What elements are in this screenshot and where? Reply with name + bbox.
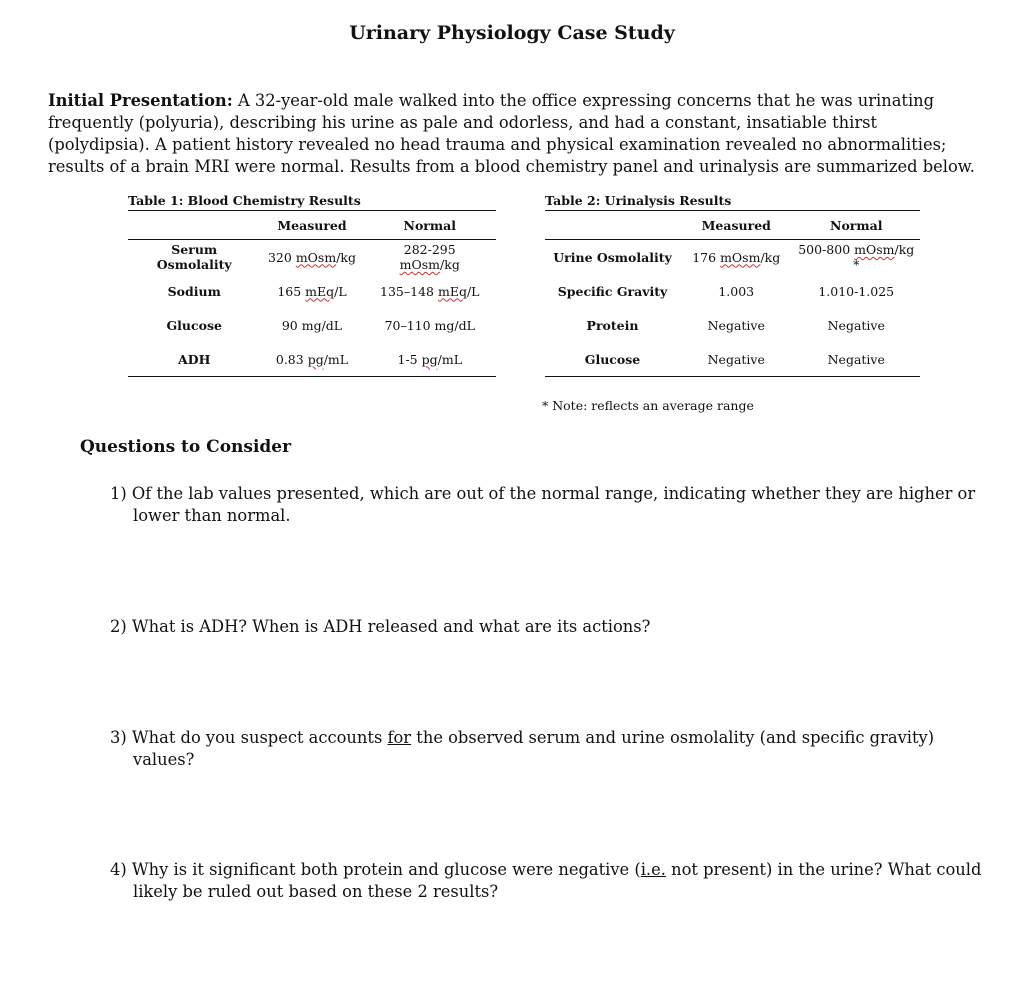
table-row: [128, 274, 496, 308]
normal-value: 1-5 pg/mL: [397, 351, 462, 367]
initial-presentation: [48, 90, 983, 178]
row-label: Serum Osmolality: [156, 242, 232, 272]
intro-text: A 32-year-old male walked into the office expressing concerns that he was urinating frequently (polyuria), describing his urine as pale and odorless, and had a constant, insatiable thirst (polydipsia). A patient history revealed no head trauma and physical examination revealed no abnormalities; results of a brain MRI were normal. Results from a blood chemistry panel and urinalysis are summarized below.: [48, 91, 975, 176]
table-row: [128, 308, 496, 342]
table1-header-blank: [128, 211, 260, 240]
normal-value: Negative: [827, 317, 885, 333]
table2-note: * Note: reflects an average range: [542, 398, 754, 413]
table-row: [545, 342, 920, 377]
table2-header-blank: [545, 211, 680, 240]
table2-header-row: [545, 211, 920, 240]
normal-value: Negative: [827, 351, 885, 367]
row-label: Glucose: [584, 351, 641, 367]
row-label: ADH: [178, 351, 211, 367]
table1-caption: Table 1: Blood Chemistry Results: [128, 193, 361, 208]
row-label: Urine Osmolality: [553, 249, 672, 265]
question-3: 3) What do you suspect accounts for the observed serum and urine osmolality (and specific gravity) values?: [110, 728, 935, 769]
blood-chemistry-table: [128, 193, 496, 377]
urinalysis-table: [545, 193, 920, 377]
row-label: Glucose: [166, 317, 222, 333]
row-label: Specific Gravity: [557, 283, 668, 299]
normal-value: 135–148 mEq/L: [380, 283, 480, 299]
table-row: [545, 240, 920, 275]
question-1: 1) Of the lab values presented, which are out of the normal range, indicating whether they are higher or lower than normal.: [110, 484, 976, 525]
measured-value: Negative: [707, 317, 765, 333]
row-label: Sodium: [167, 283, 221, 299]
table1-header-measured: Measured: [277, 217, 347, 233]
table2-caption: Table 2: Urinalysis Results: [545, 193, 732, 208]
question-2: 2) What is ADH? When is ADH released and what are its actions?: [110, 617, 651, 636]
table1-header-normal: Normal: [403, 217, 456, 233]
row-label: Protein: [586, 317, 639, 333]
measured-value: 165 mEq/L: [277, 283, 347, 299]
table2-header-measured: Measured: [701, 217, 771, 233]
table-row: [128, 240, 496, 275]
measured-value: Negative: [707, 351, 765, 367]
table1-header-row: [128, 211, 496, 240]
questions-heading: Questions to Consider: [80, 437, 292, 457]
table-row: [545, 274, 920, 308]
measured-value: 176 mOsm/kg: [692, 249, 781, 265]
normal-value: 500-800 mOsm/kg *: [798, 242, 915, 272]
table-row: [128, 342, 496, 377]
normal-value: 70–110 mg/dL: [384, 317, 475, 333]
measured-value: 1.003: [718, 283, 755, 299]
table-row: [545, 308, 920, 342]
normal-value: 1.010-1.025: [818, 283, 895, 299]
measured-value: 90 mg/dL: [281, 317, 343, 333]
normal-value: 282-295 mOsm/kg: [399, 242, 460, 272]
question-4: 4) Why is it significant both protein and glucose were negative (i.e. not present) in the urine? What could likely be ruled out based on these 2 results?: [110, 860, 982, 901]
intro-label: Initial Presentation:: [48, 91, 233, 110]
measured-value: 0.83 pg/mL: [275, 351, 349, 367]
document-title: Urinary Physiology Case Study: [349, 22, 675, 44]
measured-value: 320 mOsm/kg: [267, 249, 356, 265]
table2-header-normal: Normal: [830, 217, 883, 233]
